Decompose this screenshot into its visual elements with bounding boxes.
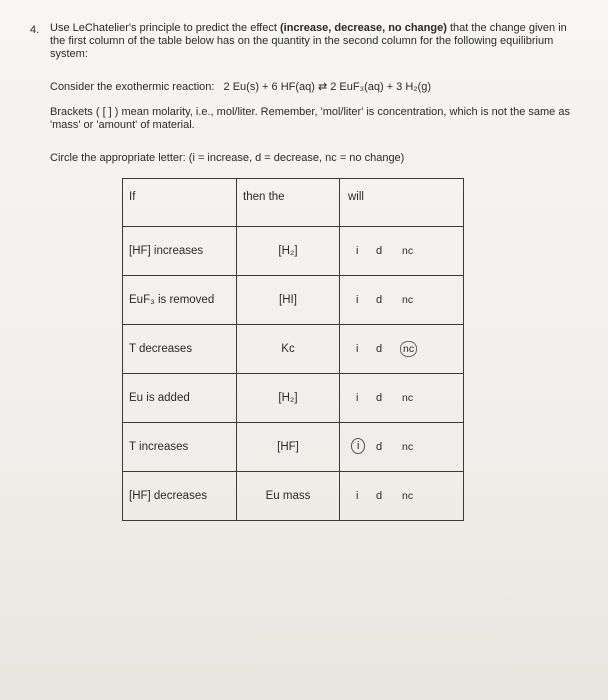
intro-text: Use LeChatelier's principle to predict the effect <box>50 22 280 34</box>
option-no-change[interactable]: nc <box>402 245 414 257</box>
option-no-change[interactable]: nc <box>402 294 414 306</box>
reaction-line <box>50 80 431 93</box>
quantity-cell: Eu mass <box>237 472 340 521</box>
condition-cell: [HF] decreases <box>123 472 237 521</box>
intro-bold-text: (increase, decrease, no change) <box>279 22 447 34</box>
condition-cell: [HF] increases <box>123 227 237 276</box>
option-decrease[interactable]: d <box>376 294 383 306</box>
reaction-label: Consider the exothermic reaction: <box>50 81 215 93</box>
condition-cell: T decreases <box>123 325 237 374</box>
option-decrease[interactable]: d <box>376 392 383 404</box>
option-increase[interactable]: i <box>356 245 359 257</box>
quantity-cell: Kc <box>237 325 340 374</box>
table-row <box>123 423 464 472</box>
condition-cell: EuF₃ is removed <box>123 276 237 325</box>
options-cell <box>340 374 464 423</box>
quantity-cell: [H₂] <box>237 374 340 423</box>
intro-text-end: that the change given in the first column of the table below has on the quantity in the second column for the following equilibrium system: <box>50 22 567 60</box>
condition-cell: Eu is added <box>123 374 237 423</box>
reaction-equation: 2 Eu(s) + 6 HF(aq) ⇄ 2 EuF₃(aq) + 3 H₂(g) <box>223 81 432 93</box>
option-no-change-circled[interactable] <box>402 341 417 357</box>
quantity-cell: [H₂] <box>237 227 340 276</box>
hand-circle-mark: nc <box>400 341 417 357</box>
table-row <box>123 472 464 521</box>
option-increase[interactable]: i <box>356 490 359 502</box>
option-no-change[interactable]: nc <box>402 441 414 453</box>
question-number: 4. <box>30 24 40 36</box>
option-no-change[interactable]: nc <box>402 490 414 502</box>
options-cell <box>340 423 464 472</box>
table-header-row <box>123 179 464 227</box>
quantity-cell: [HF] <box>237 423 340 472</box>
hand-circle-mark: i <box>351 438 365 454</box>
condition-cell: T increases <box>123 423 237 472</box>
header-if: If <box>123 179 237 227</box>
option-increase[interactable]: i <box>356 392 359 404</box>
header-will: will <box>340 179 464 227</box>
circle-instruction: Circle the appropriate letter: (i = increase, d = decrease, nc = no change) <box>50 152 405 164</box>
option-no-change[interactable]: nc <box>402 392 414 404</box>
option-decrease[interactable]: d <box>376 490 383 502</box>
options-cell <box>340 325 464 374</box>
question-intro <box>50 22 570 61</box>
quantity-cell: [HI] <box>237 276 340 325</box>
option-decrease[interactable]: d <box>376 245 383 257</box>
option-increase-circled[interactable] <box>356 440 365 454</box>
brackets-note: Brackets ( [ ] ) mean molarity, i.e., mol/liter. Remember, 'mol/liter' is concentration, which is not the same as 'mass' or 'amount' of material. <box>50 106 570 131</box>
option-decrease[interactable]: d <box>376 441 383 453</box>
option-increase[interactable]: i <box>356 343 359 355</box>
options-cell <box>340 276 464 325</box>
table-row <box>123 325 464 374</box>
header-then-the: then the <box>237 179 340 227</box>
answer-table <box>122 178 464 521</box>
table-row <box>123 374 464 423</box>
options-cell <box>340 227 464 276</box>
option-increase[interactable]: i <box>356 294 359 306</box>
option-decrease[interactable]: d <box>376 343 383 355</box>
table-row <box>123 227 464 276</box>
options-cell <box>340 472 464 521</box>
table-row <box>123 276 464 325</box>
